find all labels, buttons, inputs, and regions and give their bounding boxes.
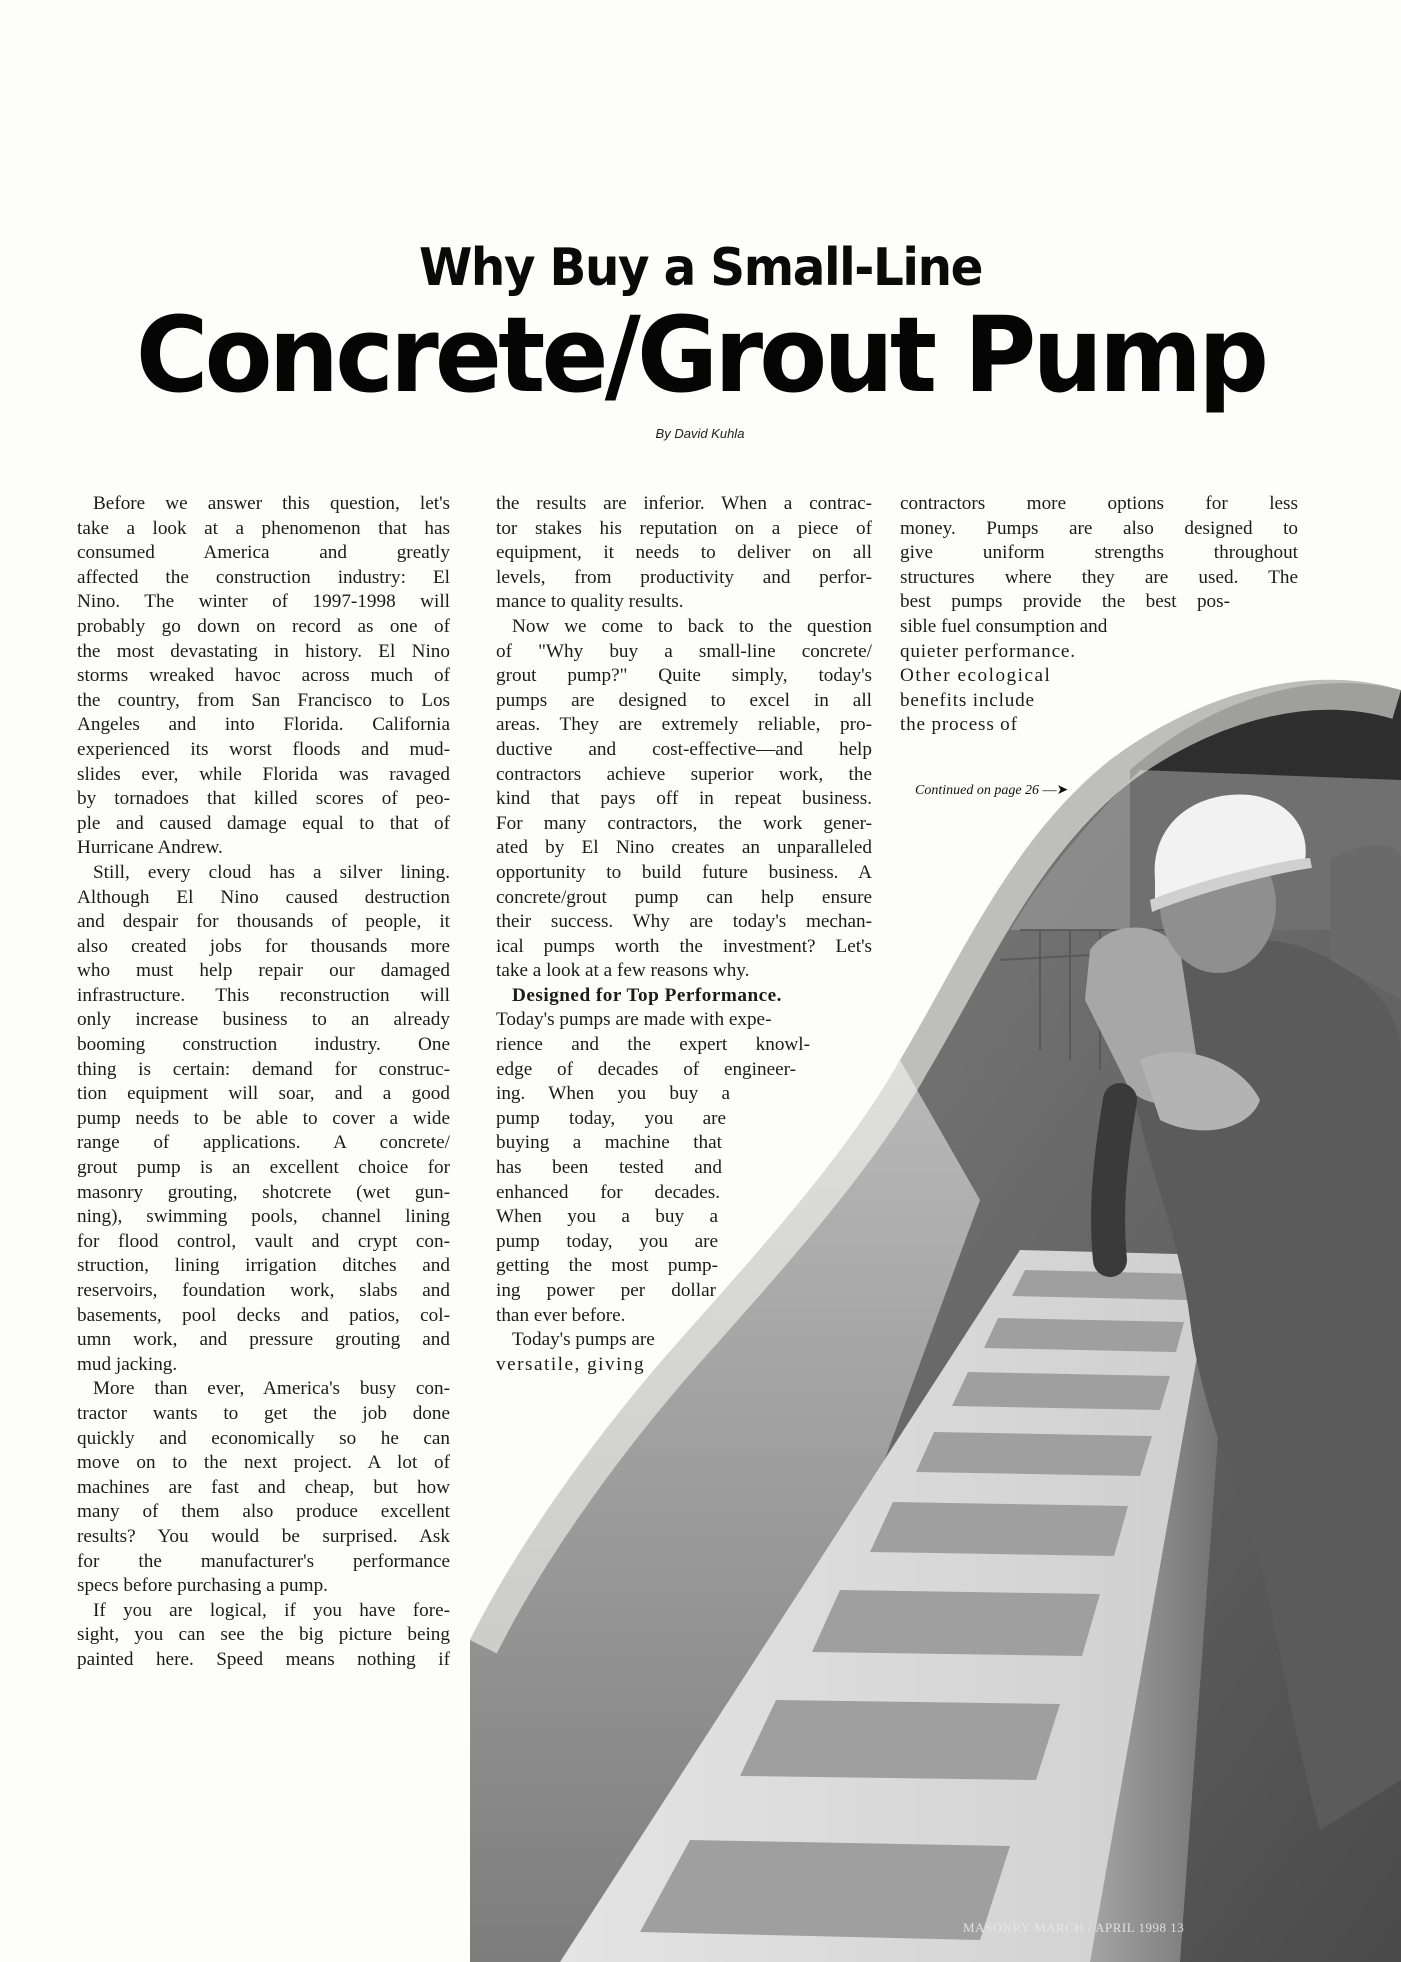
text-line: umn work, and pressure grouting and xyxy=(77,1329,450,1351)
text-line: equipment, it needs to deliver on all xyxy=(496,542,872,564)
text-line: quieter performance. xyxy=(900,640,1076,662)
text-line: reservoirs, foundation work, slabs and xyxy=(77,1280,450,1301)
text-line: tractor wants to get the job done xyxy=(77,1402,450,1424)
text-line: also created jobs for thousands more xyxy=(77,935,450,957)
text-line: for the manufacturer's performance xyxy=(77,1550,450,1572)
text-line: getting the most pump- xyxy=(496,1255,718,1277)
continued-text: Continued on page 26 xyxy=(915,783,1040,798)
text-line: Before we answer this question, let's xyxy=(93,493,450,514)
text-line: and despair for thousands of people, it xyxy=(77,911,450,933)
text-line: contractors more options for less xyxy=(900,493,1298,514)
text-line: has been tested and xyxy=(496,1157,722,1179)
text-line: for flood control, vault and crypt con- xyxy=(77,1230,450,1252)
text-line: grout pump is an excellent choice for xyxy=(77,1157,450,1179)
text-line: ing. When you buy a xyxy=(496,1083,730,1105)
text-line: ing power per dollar xyxy=(496,1280,716,1301)
text-line: struction, lining irrigation ditches and xyxy=(77,1255,450,1277)
text-line: storms wreaked havoc across much of xyxy=(77,665,450,687)
paragraph xyxy=(61,861,450,1377)
text-line: their success. Why are today's mechan- xyxy=(496,911,872,933)
text-line: concrete/grout pump can help ensure xyxy=(496,886,872,908)
text-line: the results are inferior. When a contrac- xyxy=(496,493,872,514)
text-line: areas. They are extremely reliable, pro- xyxy=(496,714,872,736)
paragraph xyxy=(480,984,872,1328)
text-line: many of them also produce excellent xyxy=(77,1501,450,1523)
text-line: best pumps provide the best pos- xyxy=(900,591,1230,613)
text-line: booming construction industry. One xyxy=(77,1034,450,1056)
text-line: More than ever, America's busy con- xyxy=(93,1378,450,1400)
text-line: Hurricane Andrew. xyxy=(77,837,223,859)
text-line: tion equipment will soar, and a good xyxy=(77,1083,450,1105)
text-line: Nino. The winter of 1997-1998 will xyxy=(77,591,450,613)
text-line: move on to the next project. A lot of xyxy=(77,1452,450,1474)
text-line: ductive and cost-effective—and help xyxy=(496,738,872,760)
paragraph xyxy=(61,492,450,861)
arrow-right-icon: —➤ xyxy=(1042,783,1069,798)
text-line: ple and caused damage equal to that of xyxy=(77,812,450,834)
text-line: kind that pays off in repeat business. xyxy=(496,788,872,810)
text-line: machines are fast and cheap, but how xyxy=(77,1476,450,1498)
text-line: take a look at a few reasons why. xyxy=(496,960,750,982)
text-line: pump needs to be able to cover a wide xyxy=(77,1107,450,1129)
text-line: consumed America and greatly xyxy=(77,542,450,564)
text-line: opportunity to build future business. A xyxy=(496,861,872,883)
text-line: pump today, you are xyxy=(496,1230,718,1252)
column-2 xyxy=(480,492,872,1377)
text-line: tor stakes his reputation on a piece of xyxy=(496,517,872,539)
text-line: money. Pumps are also designed to xyxy=(900,517,1298,539)
text-line: results? You would be surprised. Ask xyxy=(77,1525,450,1547)
text-line: If you are logical, if you have fore- xyxy=(93,1599,450,1621)
text-line: masonry grouting, shotcrete (wet gun- xyxy=(77,1181,450,1203)
section-heading: Designed for Top Performance. xyxy=(512,984,782,1006)
continued-note xyxy=(915,782,1068,799)
text-line: the most devastating in history. El Nino xyxy=(77,640,450,662)
text-line: versatile, giving xyxy=(496,1353,646,1375)
text-line: experienced its worst floods and mud- xyxy=(77,738,450,760)
text-line: levels, from productivity and perfor- xyxy=(496,566,872,588)
column-3 xyxy=(900,492,1298,738)
text-line: of "Why buy a small-line concrete/ xyxy=(496,640,872,662)
text-line: by tornadoes that killed scores of peo- xyxy=(77,788,450,810)
text-line: edge of decades of engineer- xyxy=(496,1058,796,1080)
text-line: For many contractors, the work gener- xyxy=(496,812,872,834)
text-line: Angeles and into Florida. California xyxy=(77,714,450,736)
text-line: specs before purchasing a pump. xyxy=(77,1575,328,1597)
article-title: Concrete/Grout Pump xyxy=(135,294,1266,416)
text-line: pump today, you are xyxy=(496,1107,726,1129)
text-line: give uniform strengths throughout xyxy=(900,542,1298,564)
text-line: enhanced for decades. xyxy=(496,1181,720,1203)
text-line: When you a buy a xyxy=(496,1206,718,1228)
text-line: only increase business to an already xyxy=(77,1009,450,1031)
text-line: contractors achieve superior work, the xyxy=(496,763,872,785)
paragraph xyxy=(900,492,1298,738)
paragraph xyxy=(61,1599,450,1673)
text-line: grout pump?" Quite simply, today's xyxy=(496,665,872,687)
paragraph xyxy=(61,1377,450,1598)
text-line: basements, pool decks and patios, col- xyxy=(77,1304,450,1326)
text-line: take a look at a phenomenon that has xyxy=(77,517,450,539)
paragraph xyxy=(480,492,872,615)
text-line: Other ecological xyxy=(900,665,1052,687)
text-line: than ever before. xyxy=(496,1304,626,1326)
text-line: slides ever, while Florida was ravaged xyxy=(77,763,450,785)
text-line: sight, you can see the big picture being xyxy=(77,1624,450,1646)
column-1 xyxy=(61,492,450,1673)
text-line: the country, from San Francisco to Los xyxy=(77,689,450,711)
paragraph xyxy=(480,615,872,984)
text-line: buying a machine that xyxy=(496,1132,722,1154)
page-footer: MASONRY MARCH / APRIL 1998 13 xyxy=(963,1920,1185,1935)
text-line: structures where they are used. The xyxy=(900,566,1298,588)
paragraph xyxy=(480,1328,872,1377)
byline: By David Kuhla xyxy=(655,426,745,441)
text-line: range of applications. A concrete/ xyxy=(77,1132,450,1154)
text-line: the process of xyxy=(900,714,1018,736)
text-line: Although El Nino caused destruction xyxy=(77,886,450,908)
text-line: infrastructure. This reconstruction will xyxy=(77,984,450,1006)
text-line: mance to quality results. xyxy=(496,591,684,613)
text-line: rience and the expert knowl- xyxy=(496,1034,810,1056)
text-line: ical pumps worth the investment? Let's xyxy=(496,935,872,957)
text-line: ated by El Nino creates an unparalleled xyxy=(496,837,872,859)
text-line: Today's pumps are made with expe- xyxy=(496,1009,772,1031)
article-subtitle: Why Buy a Small-Line xyxy=(418,238,983,298)
text-line: Still, every cloud has a silver lining. xyxy=(93,861,450,883)
text-line: pumps are designed to excel in all xyxy=(496,689,872,711)
text-line: sible fuel consumption and xyxy=(900,615,1108,637)
text-line: ning), swimming pools, channel lining xyxy=(77,1206,450,1228)
text-line: probably go down on record as one of xyxy=(77,615,450,637)
text-line: mud jacking. xyxy=(77,1353,178,1375)
text-line: benefits include xyxy=(900,689,1035,711)
text-line: affected the construction industry: El xyxy=(77,566,450,588)
text-line: painted here. Speed means nothing if xyxy=(77,1648,450,1670)
text-line: quickly and economically so he can xyxy=(77,1427,450,1449)
text-line: who must help repair our damaged xyxy=(77,960,450,982)
text-line: Now we come to back to the question xyxy=(512,615,872,637)
text-line: Today's pumps are xyxy=(512,1329,655,1351)
text-line: thing is certain: demand for construc- xyxy=(77,1058,450,1080)
